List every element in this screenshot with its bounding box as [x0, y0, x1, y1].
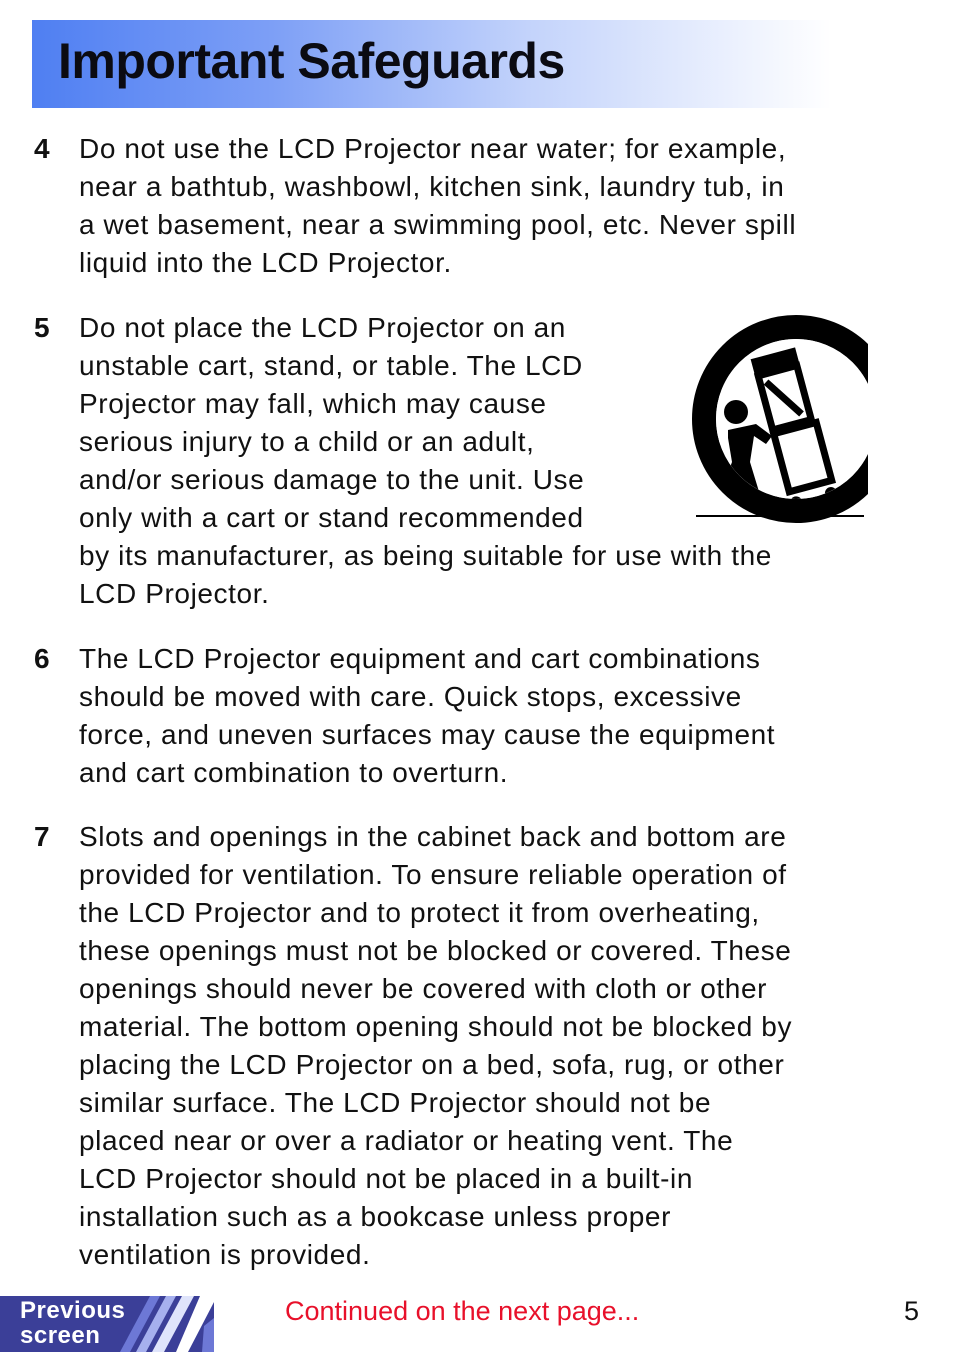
- item-line: and/or serious damage to the unit. Use: [79, 464, 585, 495]
- item-number: 7: [34, 821, 51, 852]
- continued-notice: Continued on the next page...: [285, 1296, 640, 1326]
- item-line: Slots and openings in the cabinet back and bottom are: [79, 821, 787, 852]
- item-line: placing the LCD Projector on a bed, sofa, rug, or other: [79, 1049, 785, 1080]
- item-text: [79, 309, 772, 613]
- item-text: [79, 640, 775, 792]
- previous-screen-label: [20, 1298, 125, 1348]
- item-number: 5: [34, 312, 51, 343]
- item-line: liquid into the LCD Projector.: [79, 247, 452, 278]
- item-line: these openings must not be blocked or covered. These: [79, 935, 792, 966]
- item-line: Do not use the LCD Projector near water; for example,: [79, 133, 787, 164]
- previous-screen-button[interactable]: [0, 1296, 214, 1352]
- item-line: the LCD Projector and to protect it from overheating,: [79, 897, 760, 928]
- item-text: [79, 818, 792, 1274]
- item-number: 6: [34, 643, 51, 674]
- item-line: only with a cart or stand recommended: [79, 502, 584, 533]
- item-line: The LCD Projector equipment and cart combinations: [79, 643, 761, 674]
- cart-tip-over-warning-icon: [688, 312, 868, 526]
- previous-label-line2: screen: [20, 1322, 101, 1349]
- page-header: [32, 20, 832, 108]
- page-number: 5: [904, 1296, 920, 1326]
- previous-label-line1: Previous: [20, 1297, 126, 1324]
- item-line: near a bathtub, washbowl, kitchen sink, laundry tub, in: [79, 171, 785, 202]
- item-line: ventilation is provided.: [79, 1239, 371, 1270]
- item-line: material. The bottom opening should not be blocked by: [79, 1011, 793, 1042]
- item-line: placed near or over a radiator or heating vent. The: [79, 1125, 734, 1156]
- item-line: installation such as a bookcase unless proper: [79, 1201, 672, 1232]
- item-line: LCD Projector.: [79, 578, 270, 609]
- item-line: LCD Projector should not be placed in a built-in: [79, 1163, 694, 1194]
- item-line: Do not place the LCD Projector on an: [79, 312, 566, 343]
- item-number: 4: [34, 133, 51, 164]
- item-line: a wet basement, near a swimming pool, etc. Never spill: [79, 209, 797, 240]
- item-line: by its manufacturer, as being suitable for use with the: [79, 540, 772, 571]
- item-line: serious injury to a child or an adult,: [79, 426, 535, 457]
- item-line: similar surface. The LCD Projector should not be: [79, 1087, 712, 1118]
- item-line: force, and uneven surfaces may cause the equipment: [79, 719, 776, 750]
- item-line: should be moved with care. Quick stops, excessive: [79, 681, 742, 712]
- item-line: and cart combination to overturn.: [79, 757, 509, 788]
- item-line: Projector may fall, which may cause: [79, 388, 547, 419]
- item-line: unstable cart, stand, or table. The LCD: [79, 350, 583, 381]
- item-line: openings should never be covered with cloth or other: [79, 973, 768, 1004]
- item-line: provided for ventilation. To ensure reliable operation of: [79, 859, 787, 890]
- page-title: Important Safeguards: [58, 33, 565, 89]
- item-text: [79, 130, 796, 282]
